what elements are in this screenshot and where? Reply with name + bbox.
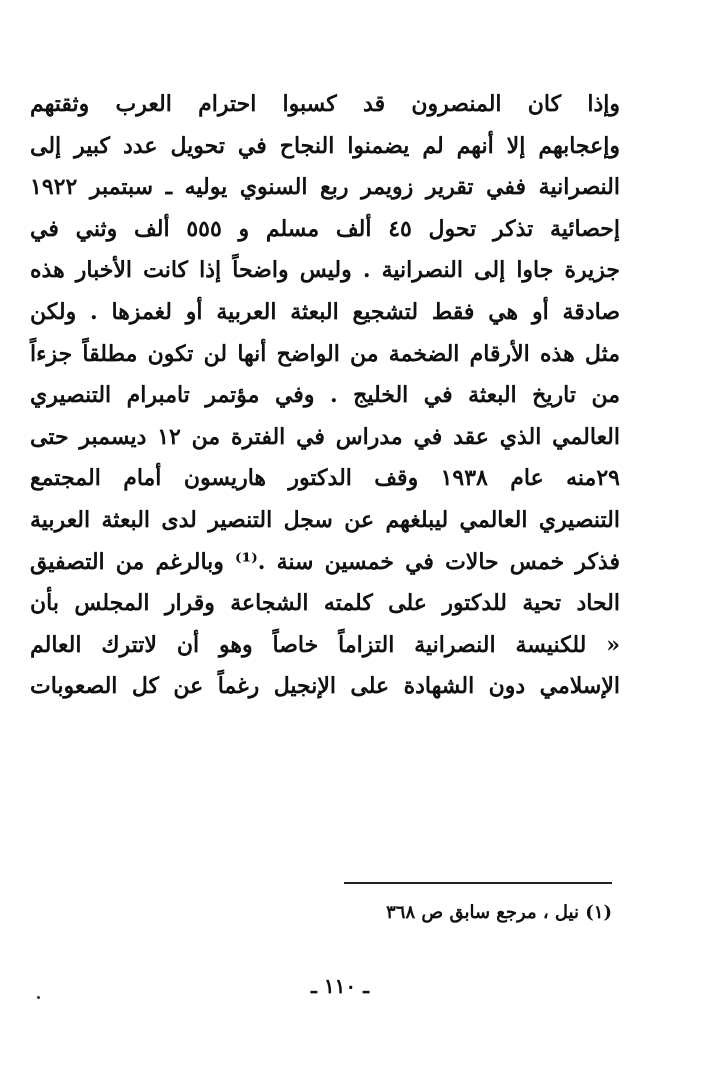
text-line: « للكنيسة النصرانية التزاماً خاصاً وهو أن لاتترك العالم [30, 631, 620, 658]
scan-speck [37, 996, 40, 999]
text-line: التنصيري العالمي ليبلغهم عن سجل التنصير لدى البعثة العربية [30, 506, 620, 533]
text-line: النصرانية ففي تقرير زويمر ربع السنوي يوليه ـ سبتمبر ١٩٢٢ [30, 174, 620, 201]
text-line: من تاريخ البعثة في الخليج . وفي مؤتمر تامبرام التنصيري [30, 382, 620, 409]
text-line: صادقة أو هي فقط لتشجيع البعثة العربية أو لغمزها . ولكن [30, 298, 620, 325]
text-line: فذكر خمس حالات في خمسين سنة .⁽¹⁾ وبالرغم من التصفيق [30, 548, 620, 575]
page-number: ـ ١١٠ ـ [311, 974, 369, 998]
footnote: (١) نيل ، مرجع سابق ص ٣٦٨ [386, 902, 612, 923]
text-line: العالمي الذي عقد في مدراس في الفترة من ١٢ ديسمبر حتى [30, 423, 620, 450]
text-line: الإسلامي دون الشهادة على الإنجيل رغماً عن كل الصعوبات [30, 673, 620, 700]
footnote-divider [344, 882, 612, 884]
text-line: وإعجابهم إلا أنهم لم يضمنوا النجاح في تحويل عدد كبير إلى [30, 132, 620, 159]
text-line: وإذا كان المنصرون قد كسبوا احترام العرب وثقتهم [30, 91, 620, 117]
text-line: جزيرة جاوا إلى النصرانية . وليس واضحاً إذا كانت الأخبار هذه [30, 257, 620, 284]
text-line: إحصائية تذكر تحول ٤٥ ألف مسلم و ٥٥٥ ألف وثني في [30, 215, 621, 242]
text-line: الحاد تحية للدكتور على كلمته الشجاعة وقرار المجلس بأن [30, 590, 620, 617]
text-line: ٢٩منه عام ١٩٣٨ وقف الدكتور هاريسون أمام المجتمع [30, 465, 620, 492]
text-line: مثل هذه الأرقام الضخمة من الواضح أنها لن تكون مطلقاً جزءاً [30, 340, 620, 367]
body-text [30, 84, 620, 708]
